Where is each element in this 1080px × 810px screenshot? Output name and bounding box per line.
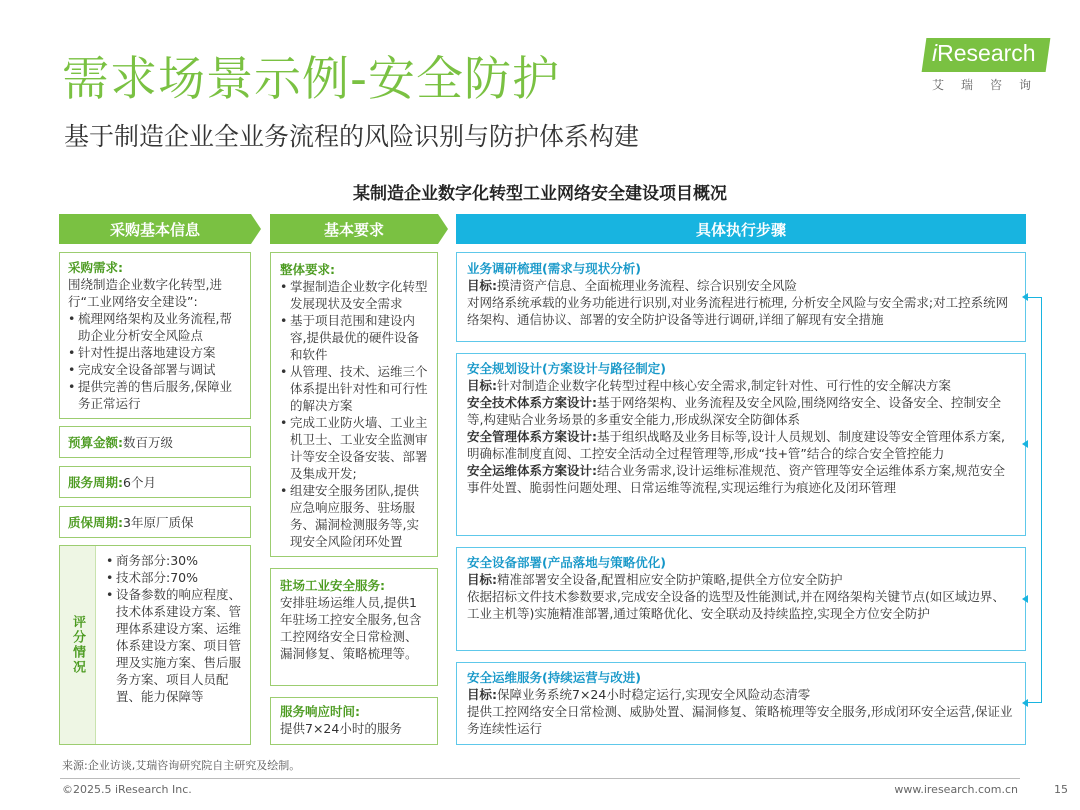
- logo-text: iResearch: [932, 40, 1036, 66]
- score-box: [59, 545, 251, 745]
- response-time-label: 服务响应时间:: [280, 704, 360, 719]
- score-side-label: 评分情况: [60, 546, 96, 744]
- step-line: 对网络系统承载的业务功能进行识别,对业务流程进行梳理, 分析安全风险与安全需求;对工控系统网络架构、通信协议、部署的安全防护设备等进行调研,详细了解现有安全措施: [467, 295, 1009, 327]
- list-item: • 组建安全服务团队,提供应急响应服务、驻场服务、漏洞检测服务等,实现安全风险闭环处置: [280, 482, 428, 550]
- step-title: 安全设备部署(产品落地与策略优化): [467, 555, 666, 570]
- budget-box: [59, 426, 251, 458]
- purchase-needs-intro: 围绕制造企业数字化转型,进行“工业网络安全建设”:: [68, 277, 222, 309]
- response-time-box: [270, 697, 438, 745]
- step-title: 安全规划设计(方案设计与路径制定): [467, 361, 666, 376]
- list-item: • 提供完善的售后服务,保障业务正常运行: [68, 378, 242, 412]
- warranty-label: 质保周期:: [68, 514, 123, 530]
- logo-chinese-name: 艾瑞咨询: [932, 78, 1049, 92]
- purchase-needs-box: [59, 252, 251, 419]
- overall-requirements-box: [270, 252, 438, 557]
- budget-label: 预算金额:: [68, 434, 123, 450]
- onsite-service-label: 驻场工业安全服务:: [280, 578, 385, 593]
- list-item: • 完成工业防火墙、工业主机卫士、工业安全监测审计等安全设备安装、部署及集成开发;: [280, 414, 428, 482]
- list-item: • 技术部分:70%: [106, 569, 244, 586]
- step-connector-line: [1028, 297, 1042, 703]
- page-title: 需求场景示例-安全防护: [62, 52, 560, 107]
- step-line: 目标:保障业务系统7×24小时稳定运行,实现安全风险动态清零: [467, 687, 811, 702]
- onsite-service-box: [270, 568, 438, 686]
- step-line: 目标:摸清资产信息、全面梳理业务流程、综合识别安全风险: [467, 278, 798, 293]
- copyright: ©2025.5 iResearch Inc.: [62, 783, 192, 796]
- step-line: 提供工控网络安全日常检测、威胁处置、漏洞修复、策略梳理等安全服务,形成闭环安全运营,保证业务连续性运行: [467, 704, 1013, 736]
- step-title: 安全运维服务(持续运营与改进): [467, 670, 641, 685]
- onsite-service-text: 安排驻场运维人员,提供1年驻场工控安全服务,包含工控网络安全日常检测、漏洞修复、策略梳理等。: [280, 595, 422, 661]
- list-item: • 梳理网络架构及业务流程,帮助企业分析安全风险点: [68, 310, 242, 344]
- warranty-value: 3年原厂质保: [123, 514, 194, 530]
- list-item: • 基于项目范围和建设内容,提供最优的硬件设备和软件: [280, 312, 428, 363]
- column-header-basic: 基本要求: [270, 214, 438, 244]
- list-item: • 设备参数的响应程度、技术体系建设方案、管理体系建设方案、运维体系建设方案、项目管理及实施方案、售后服务方案、项目人员配置、能力保障等: [106, 586, 244, 705]
- overall-requirements-label: 整体要求:: [280, 262, 335, 277]
- arrow-left-icon: [1022, 699, 1028, 707]
- website-link[interactable]: www.iresearch.com.cn: [894, 783, 1018, 796]
- page-subtitle: 基于制造企业全业务流程的风险识别与防护体系构建: [64, 122, 640, 151]
- page-number: 15: [1054, 783, 1068, 796]
- step-line: 依据招标文件技术参数要求,完成安全设备的选型及性能测试,并在网络架构关键节点(如区域边界、工业主机等)实施精准部署,通过策略优化、安全联动及持续监控,实现全方位安全防护: [467, 589, 1005, 621]
- column-header-steps: 具体执行步骤: [456, 214, 1026, 244]
- iresearch-logo: [924, 38, 1050, 94]
- step-line: 目标:针对制造企业数字化转型过程中核心安全需求,制定针对性、可行性的安全解决方案: [467, 378, 951, 393]
- footer-divider: [60, 778, 1020, 779]
- step-card-operation: [456, 662, 1026, 745]
- section-title: 某制造企业数字化转型工业网络安全建设项目概况: [353, 184, 727, 204]
- step-card-planning: [456, 353, 1026, 536]
- arrow-left-icon: [1022, 595, 1028, 603]
- warranty-box: [59, 506, 251, 538]
- arrow-left-icon: [1022, 293, 1028, 301]
- step-line: 安全管理体系方案设计:基于组织战略及业务目标等,设计人员规划、制度建设等安全管理体系方案,明确标准制度直阅、工控安全活动全过程管理等,形成“技+管”结合的综合安全管控能力: [467, 429, 1005, 461]
- service-period-value: 6个月: [123, 474, 156, 490]
- step-line: 目标:精准部署安全设备,配置相应安全防护策略,提供全方位安全防护: [467, 572, 843, 587]
- budget-value: 数百万级: [123, 434, 174, 450]
- step-card-research: [456, 252, 1026, 342]
- list-item: • 商务部分:30%: [106, 552, 244, 569]
- step-line: 安全技术体系方案设计:基于网络架构、业务流程及安全风险,围绕网络安全、设备安全、控制安全等,构建贴合业务场景的多重安全能力,形成纵深安全防御体系: [467, 395, 1001, 427]
- purchase-needs-label: 采购需求:: [68, 260, 123, 275]
- response-time-text: 提供7×24小时的服务: [280, 721, 402, 736]
- step-card-deployment: [456, 547, 1026, 651]
- step-title: 业务调研梳理(需求与现状分析): [467, 261, 641, 276]
- list-item: • 完成安全设备部署与调试: [68, 361, 242, 378]
- step-line: 安全运维体系方案设计:结合业务需求,设计运维标准规范、资产管理等安全运维体系方案,规范安全事件处置、脆弱性问题处理、日常运维等流程,实现运维行为痕迹化及闭环管理: [467, 463, 1005, 495]
- arrow-left-icon: [1022, 440, 1028, 448]
- list-item: • 从管理、技术、运维三个体系提出针对性和可行性的解决方案: [280, 363, 428, 414]
- column-header-purchase: 采购基本信息: [59, 214, 251, 244]
- service-period-box: [59, 466, 251, 498]
- list-item: • 针对性提出落地建设方案: [68, 344, 242, 361]
- list-item: • 掌握制造企业数字化转型发展现状及安全需求: [280, 278, 428, 312]
- source-note: 来源:企业访谈,艾瑞咨询研究院自主研究及绘制。: [62, 759, 301, 772]
- service-period-label: 服务周期:: [68, 474, 123, 490]
